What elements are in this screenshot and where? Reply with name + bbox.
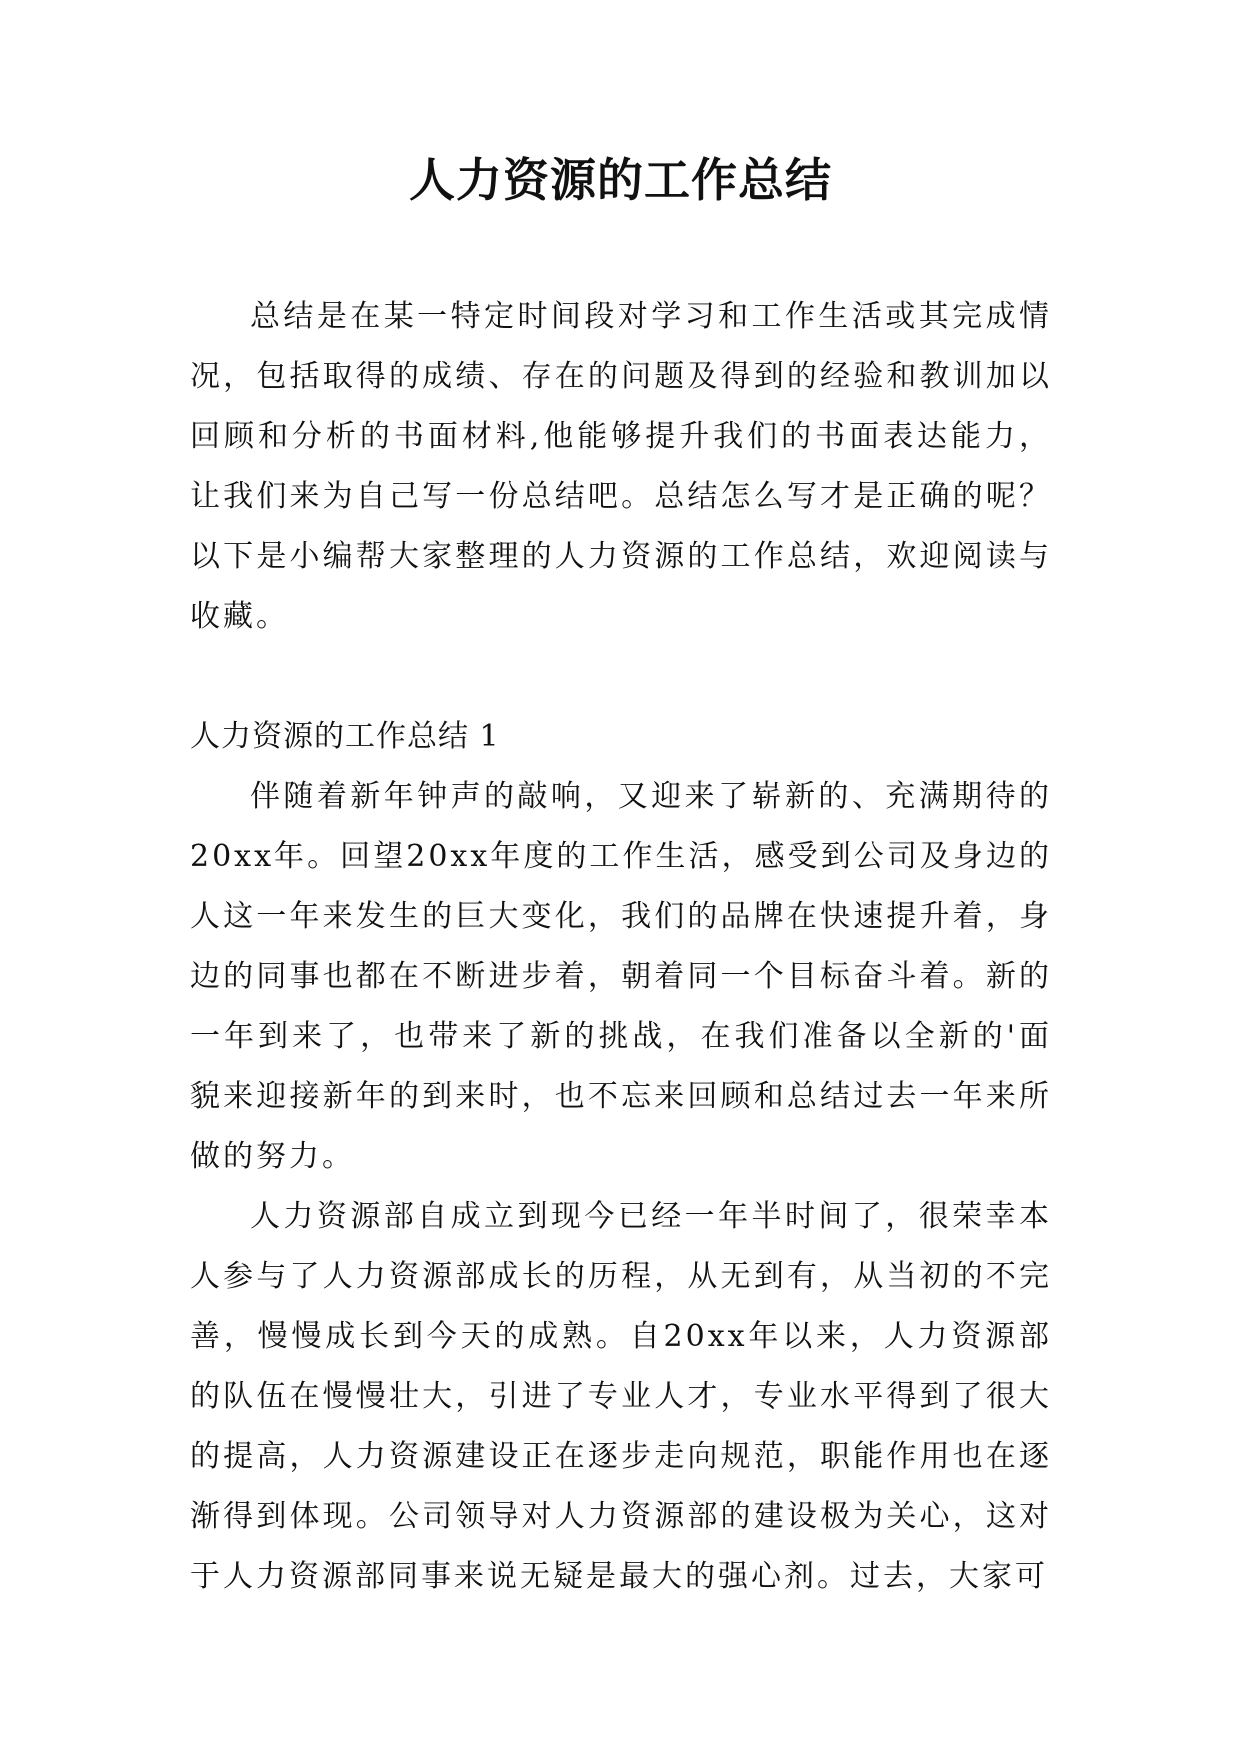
body-paragraph: 人力资源部自成立到现今已经一年半时间了，很荣幸本人参与了人力资源部成长的历程，从无到有，从当初的不完善，慢慢成长到今天的成熟。自20xx年以来，人力资源部的队伍在慢慢壮大，引进了专业人才，专业水平得到了很大的提高，人力资源建设正在逐步走向规范，职能作用也在逐渐得到体现。公司领导对人力资源部的建设极为关心，这对于人力资源部同事来说无疑是最大的强心剂。过去，大家可 — [190, 1199, 1052, 1594]
document-body — [190, 287, 1052, 1607]
body-paragraph: 伴随着新年钟声的敲响，又迎来了崭新的、充满期待的20xx年。回望20xx年度的工作生活，感受到公司及身边的人这一年来发生的巨大变化，我们的品牌在快速提升着，身边的同事也都在不断进步着，朝着同一个目标奋斗着。新的一年到来了，也带来了新的挑战，在我们准备以全新的'面貌来迎接新年的到来时，也不忘来回顾和总结过去一年来所做的努力。 — [190, 779, 1052, 1174]
document-title: 人力资源的工作总结 — [409, 153, 832, 207]
intro-paragraph: 总结是在某一特定时间段对学习和工作生活或其完成情况，包括取得的成绩、存在的问题及得到的经验和教训加以回顾和分析的书面材料,他能够提升我们的书面表达能力，让我们来为自己写一份总结吧。总结怎么写才是正确的呢？以下是小编帮大家整理的人力资源的工作总结，欢迎阅读与收藏。 — [190, 299, 1052, 634]
section-heading: 人力资源的工作总结 1 — [190, 719, 500, 754]
